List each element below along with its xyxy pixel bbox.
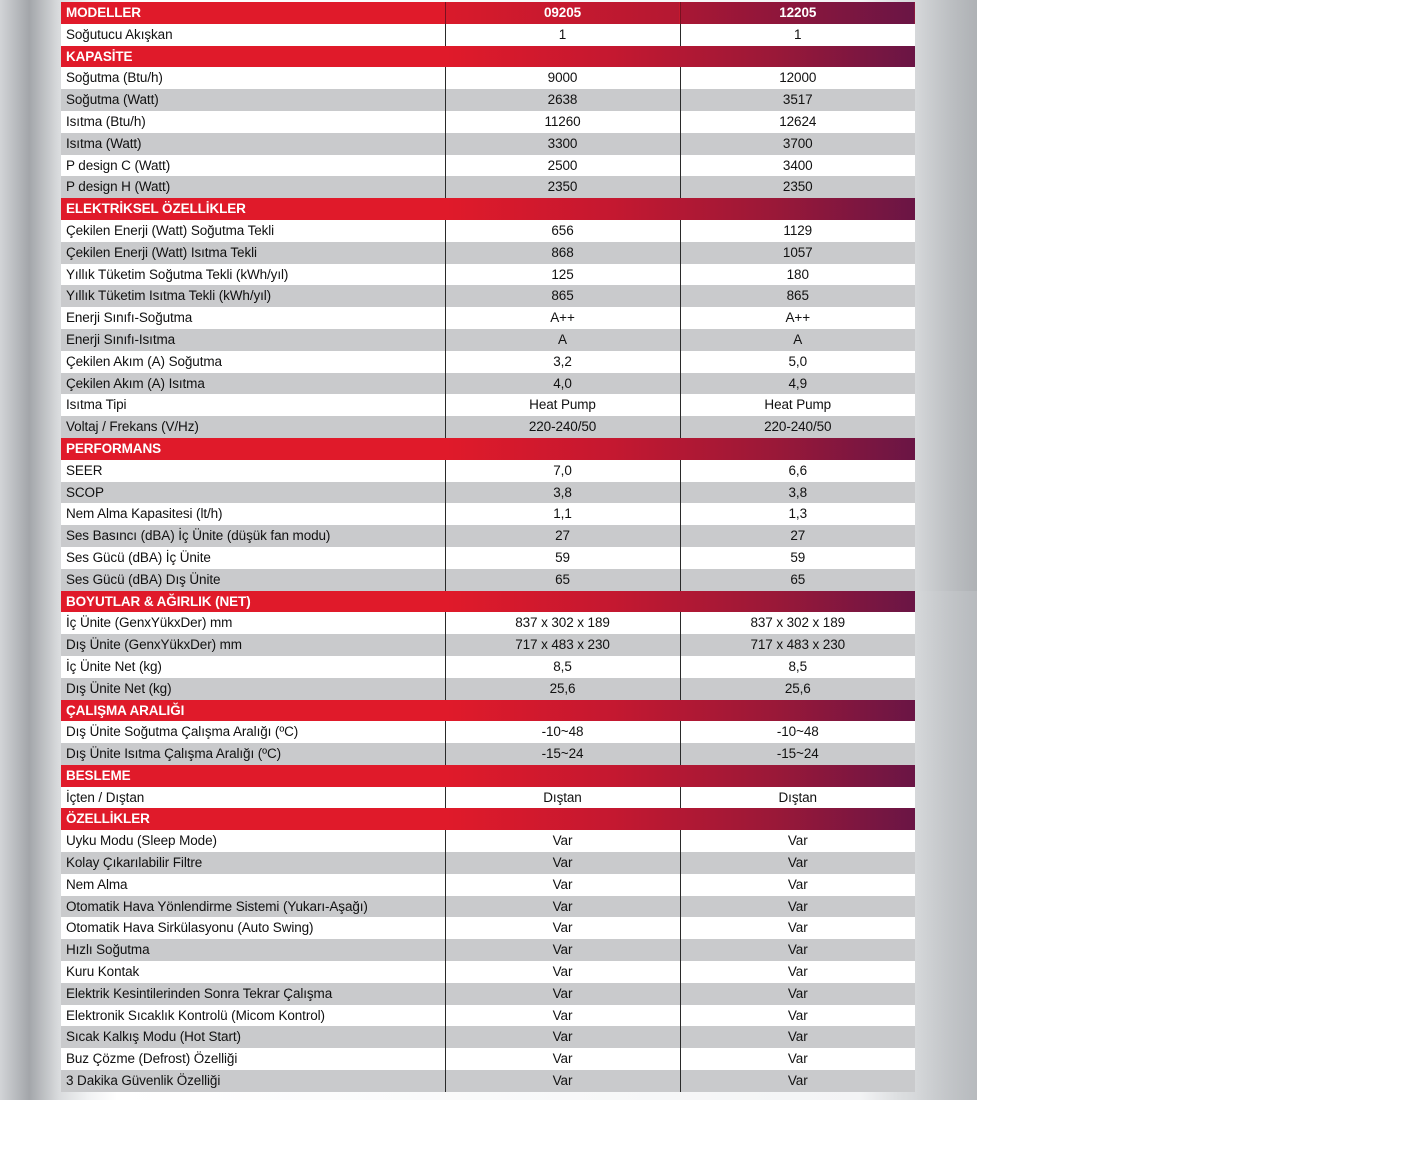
section-band: [445, 765, 915, 787]
table-row: [61, 830, 915, 852]
row-value-model-1: Dıştan: [445, 787, 680, 809]
row-label: Otomatik Hava Sirkülasyonu (Auto Swing): [61, 917, 445, 939]
table-row: [61, 503, 915, 525]
table-row: [61, 1048, 915, 1070]
section-header-row: [61, 46, 915, 68]
row-value-model-1: 1: [445, 24, 680, 46]
row-label: İç Ünite Net (kg): [61, 656, 445, 678]
row-label: P design C (Watt): [61, 155, 445, 177]
row-value-model-1: 9000: [445, 67, 680, 89]
row-value-model-1: 3300: [445, 133, 680, 155]
row-value-model-1: 27: [445, 525, 680, 547]
row-label: Çekilen Akım (A) Isıtma: [61, 373, 445, 395]
section-band: [445, 438, 915, 460]
row-value-model-2: Var: [680, 1048, 915, 1070]
row-value-model-1: 25,6: [445, 678, 680, 700]
table-row: [61, 220, 915, 242]
row-label: Voltaj / Frekans (V/Hz): [61, 416, 445, 438]
table-row: [61, 939, 915, 961]
row-label: Çekilen Enerji (Watt) Soğutma Tekli: [61, 220, 445, 242]
row-value-model-1: 3,2: [445, 351, 680, 373]
table-row: [61, 111, 915, 133]
table-row: [61, 285, 915, 307]
row-label: Sıcak Kalkış Modu (Hot Start): [61, 1026, 445, 1048]
row-value-model-2: 3517: [680, 89, 915, 111]
row-value-model-1: 7,0: [445, 460, 680, 482]
row-label: Dış Ünite Net (kg): [61, 678, 445, 700]
section-band: [445, 591, 915, 613]
row-value-model-1: 59: [445, 547, 680, 569]
row-value-model-2: Var: [680, 852, 915, 874]
section-title: BOYUTLAR & AĞIRLIK (NET): [61, 591, 445, 613]
row-label: Elektrik Kesintilerinden Sonra Tekrar Çalışma: [61, 983, 445, 1005]
row-label: SEER: [61, 460, 445, 482]
section-header-row: [61, 438, 915, 460]
table-row: [61, 482, 915, 504]
row-value-model-1: 717 x 483 x 230: [445, 634, 680, 656]
row-value-model-2: Var: [680, 1070, 915, 1092]
row-label: Soğutma (Watt): [61, 89, 445, 111]
table-row: [61, 329, 915, 351]
row-label: Kolay Çıkarılabilir Filtre: [61, 852, 445, 874]
row-label: İçten / Dıştan: [61, 787, 445, 809]
row-value-model-2: 65: [680, 569, 915, 591]
row-label: Enerji Sınıfı-Isıtma: [61, 329, 445, 351]
row-value-model-2: 1,3: [680, 503, 915, 525]
row-label: Yıllık Tüketim Soğutma Tekli (kWh/yıl): [61, 264, 445, 286]
row-value-model-1: 2350: [445, 176, 680, 198]
row-value-model-1: 2500: [445, 155, 680, 177]
section-header-row: [61, 591, 915, 613]
table-row: [61, 569, 915, 591]
row-label: Kuru Kontak: [61, 961, 445, 983]
row-label: Buz Çözme (Defrost) Özelliği: [61, 1048, 445, 1070]
table-row: [61, 1005, 915, 1027]
row-label: Soğutucu Akışkan: [61, 24, 445, 46]
row-value-model-2: A: [680, 329, 915, 351]
row-value-model-1: Var: [445, 1048, 680, 1070]
row-value-model-2: A++: [680, 307, 915, 329]
section-header-row: [61, 808, 915, 830]
row-value-model-1: Var: [445, 1005, 680, 1027]
row-value-model-2: 3700: [680, 133, 915, 155]
table-row: [61, 743, 915, 765]
row-value-model-2: 1: [680, 24, 915, 46]
row-label: Ses Gücü (dBA) Dış Ünite: [61, 569, 445, 591]
row-value-model-2: Var: [680, 896, 915, 918]
table-header-row: [61, 2, 915, 24]
header-label: MODELLER: [61, 2, 445, 24]
row-label: Hızlı Soğutma: [61, 939, 445, 961]
table-row: [61, 852, 915, 874]
row-value-model-1: 65: [445, 569, 680, 591]
row-value-model-1: 656: [445, 220, 680, 242]
table-row: [61, 721, 915, 743]
table-row: [61, 264, 915, 286]
section-band: [445, 46, 915, 68]
row-label: SCOP: [61, 482, 445, 504]
row-label: Elektronik Sıcaklık Kontrolü (Micom Kontrol): [61, 1005, 445, 1027]
row-value-model-1: 8,5: [445, 656, 680, 678]
row-label: Nem Alma: [61, 874, 445, 896]
row-label: Çekilen Enerji (Watt) Isıtma Tekli: [61, 242, 445, 264]
row-value-model-1: 837 x 302 x 189: [445, 612, 680, 634]
row-label: Ses Basıncı (dBA) İç Ünite (düşük fan modu): [61, 525, 445, 547]
section-header-row: [61, 765, 915, 787]
table-row: [61, 155, 915, 177]
row-value-model-2: 865: [680, 285, 915, 307]
row-value-model-2: 6,6: [680, 460, 915, 482]
row-value-model-1: 1,1: [445, 503, 680, 525]
row-value-model-2: Var: [680, 830, 915, 852]
row-value-model-1: Var: [445, 852, 680, 874]
table-row: [61, 896, 915, 918]
row-value-model-1: Var: [445, 1026, 680, 1048]
row-value-model-2: 4,9: [680, 373, 915, 395]
section-title: KAPASİTE: [61, 46, 445, 68]
table-row: [61, 89, 915, 111]
row-value-model-1: -10~48: [445, 721, 680, 743]
row-value-model-2: -15~24: [680, 743, 915, 765]
row-value-model-2: 180: [680, 264, 915, 286]
table-row: [61, 394, 915, 416]
table-row: [61, 24, 915, 46]
section-title: BESLEME: [61, 765, 445, 787]
row-value-model-1: Var: [445, 939, 680, 961]
row-value-model-2: 2350: [680, 176, 915, 198]
table-row: [61, 983, 915, 1005]
table-row: [61, 67, 915, 89]
row-value-model-2: Dıştan: [680, 787, 915, 809]
table-row: [61, 307, 915, 329]
row-value-model-2: Var: [680, 961, 915, 983]
row-label: Otomatik Hava Yönlendirme Sistemi (Yukarı-Aşağı): [61, 896, 445, 918]
row-label: Isıtma (Watt): [61, 133, 445, 155]
section-title: PERFORMANS: [61, 438, 445, 460]
row-value-model-1: Var: [445, 961, 680, 983]
row-label: 3 Dakika Güvenlik Özelliği: [61, 1070, 445, 1092]
table-row: [61, 678, 915, 700]
row-value-model-1: -15~24: [445, 743, 680, 765]
row-label: Enerji Sınıfı-Soğutma: [61, 307, 445, 329]
header-model-2: 12205: [680, 2, 915, 24]
table-row: [61, 351, 915, 373]
row-value-model-2: 3,8: [680, 482, 915, 504]
table-row: [61, 917, 915, 939]
row-label: Dış Ünite Soğutma Çalışma Aralığı (ºC): [61, 721, 445, 743]
row-value-model-1: Var: [445, 983, 680, 1005]
row-value-model-1: Var: [445, 874, 680, 896]
row-value-model-1: Heat Pump: [445, 394, 680, 416]
row-value-model-2: 717 x 483 x 230: [680, 634, 915, 656]
row-value-model-1: A: [445, 329, 680, 351]
table-row: [61, 416, 915, 438]
table-row: [61, 525, 915, 547]
row-label: İç Ünite (GenxYükxDer) mm: [61, 612, 445, 634]
spec-table: [61, 2, 915, 1092]
row-value-model-2: 12000: [680, 67, 915, 89]
row-label: Nem Alma Kapasitesi (lt/h): [61, 503, 445, 525]
row-value-model-1: 865: [445, 285, 680, 307]
row-label: Uyku Modu (Sleep Mode): [61, 830, 445, 852]
spec-table-body: [61, 2, 915, 1092]
section-band: [445, 808, 915, 830]
table-row: [61, 176, 915, 198]
row-label: Dış Ünite (GenxYükxDer) mm: [61, 634, 445, 656]
section-title: ELEKTRİKSEL ÖZELLİKLER: [61, 198, 445, 220]
row-value-model-2: 27: [680, 525, 915, 547]
row-value-model-2: 1129: [680, 220, 915, 242]
row-value-model-1: 3,8: [445, 482, 680, 504]
row-value-model-2: 12624: [680, 111, 915, 133]
table-row: [61, 373, 915, 395]
row-value-model-2: Var: [680, 1026, 915, 1048]
table-row: [61, 460, 915, 482]
row-label: Ses Gücü (dBA) İç Ünite: [61, 547, 445, 569]
row-value-model-2: 59: [680, 547, 915, 569]
row-value-model-2: 5,0: [680, 351, 915, 373]
table-row: [61, 874, 915, 896]
row-value-model-1: Var: [445, 1070, 680, 1092]
row-value-model-2: 837 x 302 x 189: [680, 612, 915, 634]
row-value-model-1: Var: [445, 917, 680, 939]
row-value-model-2: Var: [680, 939, 915, 961]
row-value-model-2: Var: [680, 917, 915, 939]
section-band: [445, 700, 915, 722]
row-value-model-1: 11260: [445, 111, 680, 133]
row-label: Soğutma (Btu/h): [61, 67, 445, 89]
row-value-model-2: 220-240/50: [680, 416, 915, 438]
table-row: [61, 547, 915, 569]
table-row: [61, 787, 915, 809]
row-value-model-2: 8,5: [680, 656, 915, 678]
row-label: Dış Ünite Isıtma Çalışma Aralığı (ºC): [61, 743, 445, 765]
row-value-model-2: Var: [680, 874, 915, 896]
row-value-model-1: 220-240/50: [445, 416, 680, 438]
row-value-model-2: 3400: [680, 155, 915, 177]
row-value-model-2: 1057: [680, 242, 915, 264]
row-value-model-2: Var: [680, 983, 915, 1005]
row-value-model-1: 2638: [445, 89, 680, 111]
row-label: Çekilen Akım (A) Soğutma: [61, 351, 445, 373]
row-value-model-2: -10~48: [680, 721, 915, 743]
table-row: [61, 961, 915, 983]
table-row: [61, 634, 915, 656]
row-value-model-1: Var: [445, 830, 680, 852]
section-title: ÇALIŞMA ARALIĞI: [61, 700, 445, 722]
section-header-row: [61, 198, 915, 220]
row-value-model-2: Heat Pump: [680, 394, 915, 416]
table-row: [61, 612, 915, 634]
section-title: ÖZELLİKLER: [61, 808, 445, 830]
row-value-model-1: 125: [445, 264, 680, 286]
row-value-model-1: A++: [445, 307, 680, 329]
row-label: P design H (Watt): [61, 176, 445, 198]
table-row: [61, 656, 915, 678]
table-row: [61, 1026, 915, 1048]
table-row: [61, 242, 915, 264]
row-label: Yıllık Tüketim Isıtma Tekli (kWh/yıl): [61, 285, 445, 307]
section-band: [445, 198, 915, 220]
row-value-model-1: Var: [445, 896, 680, 918]
row-label: Isıtma (Btu/h): [61, 111, 445, 133]
section-header-row: [61, 700, 915, 722]
row-label: Isıtma Tipi: [61, 394, 445, 416]
row-value-model-1: 4,0: [445, 373, 680, 395]
row-value-model-1: 868: [445, 242, 680, 264]
table-row: [61, 133, 915, 155]
header-model-1: 09205: [445, 2, 680, 24]
row-value-model-2: 25,6: [680, 678, 915, 700]
row-value-model-2: Var: [680, 1005, 915, 1027]
table-row: [61, 1070, 915, 1092]
